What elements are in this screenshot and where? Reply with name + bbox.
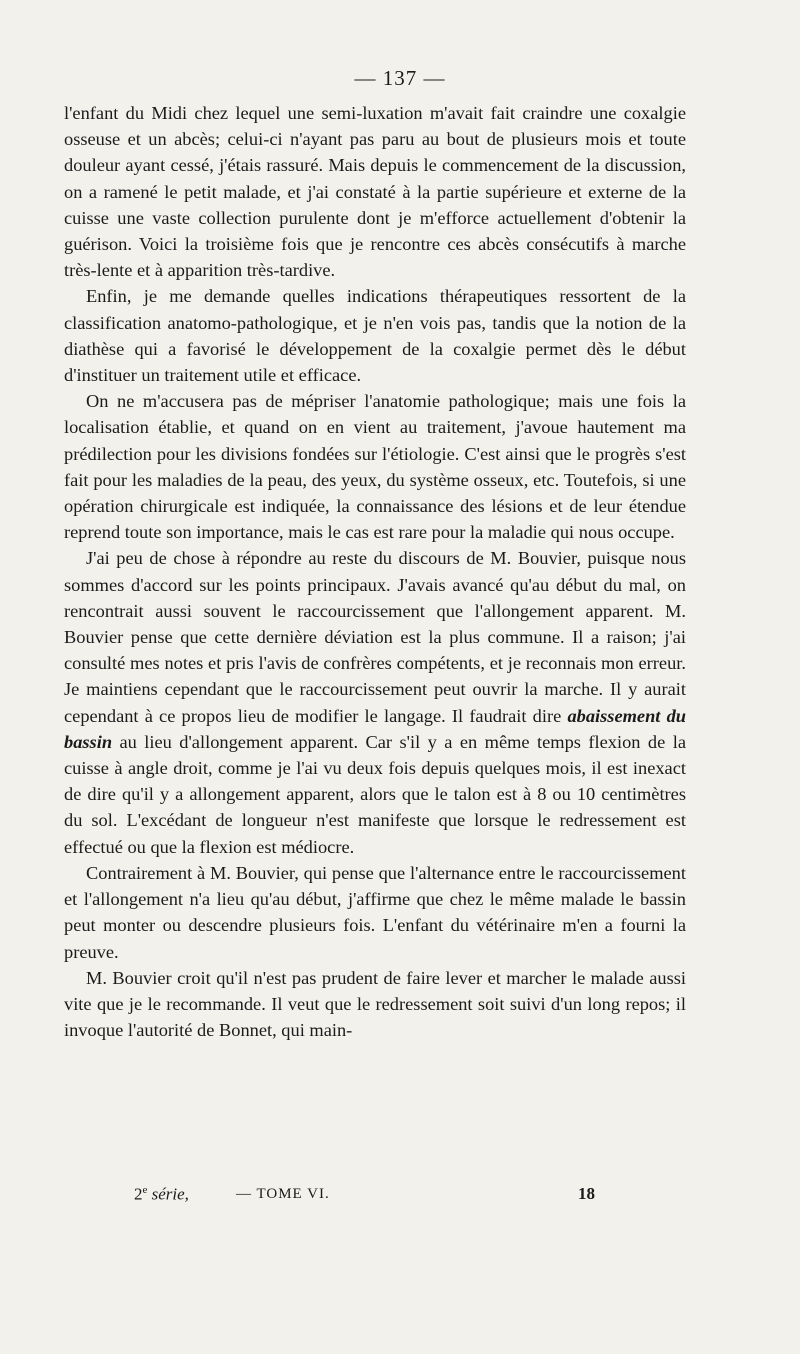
body-text <box>64 100 686 1043</box>
paragraph-4-after: au lieu d'allongement apparent. Car s'il y a en même temps flexion de la cuisse à angle droit, comme je l'ai vu deux fois depuis quelques mois, il est inexact de dire qu'il y a allongement apparent, alors que le talon est à 8 ou 10 centimètres du sol. L'excédant de longueur n'est manifeste que lorsque le redressement est effectué ou que la flexion est médiocre. <box>64 731 686 857</box>
series-label <box>134 1184 189 1205</box>
signature-mark: 18 <box>578 1184 595 1203</box>
series-word: série, <box>151 1184 189 1204</box>
series-number: 2 <box>134 1184 143 1204</box>
series-superscript: e <box>142 1184 148 1196</box>
page-number: — 137 — <box>354 66 446 90</box>
paragraph-4 <box>64 545 686 859</box>
tome-label: — TOME VI. <box>236 1186 330 1202</box>
paragraph-3: On ne m'accusera pas de mépriser l'anatomie pathologique; mais une fois la localisation établie, et quand on en vient au traitement, j'avoue hautement ma prédilection pour les divisions fondées sur l'étiologie. C'est ainsi que le progrès s'est fait pour les maladies de la peau, des yeux, du système osseux, etc. Toutefois, si une opération chirurgicale est indiquée, la connaissance des lésions et de leur étendue reprend toute son importance, mais le cas est rare pour la maladie qui nous occupe. <box>64 391 686 543</box>
paragraph-4-before: J'ai peu de chose à répondre au reste du discours de M. Bouvier, puisque nous sommes d'accord sur les points principaux. J'avais avancé qu'au début du mal, on rencontrait aussi souvent le raccourcissement que l'allongement apparent. M. Bouvier pense que cette dernière déviation est la plus commune. Il a raison; j'ai consulté mes notes et pris l'avis de confrères compétents, et je reconnais mon erreur. Je maintiens cependant que le raccourcissement peut ouvrir la marche. Il y aurait cependant à ce propos lieu de modifier le langage. Il faudrait dire <box>64 548 686 726</box>
paragraph-5: Contrairement à M. Bouvier, qui pense que l'alternance entre le raccourcissement et l'allongement n'a lieu qu'au début, j'affirme que chez le même malade le bassin peut monter ou descendre plusieurs fois. L'enfant du vétérinaire m'en a fourni la preuve. <box>64 862 686 962</box>
paragraph-1: l'enfant du Midi chez lequel une semi-luxation m'avait fait craindre une coxalgie osseuse et un abcès; celui-ci n'ayant pas paru au bout de plusieurs mois et toute douleur ayant cessé, j'étais rassuré. Mais depuis le commencement de la discussion, on a ramené le petit malade, et j'ai constaté à la partie supérieure et externe de la cuisse une vaste collection purulente dont je m'efforce actuellement d'obtenir la guérison. Voici la troisième fois que je rencontre ces abcès consécutifs à marche très-lente et à apparition très-tardive. <box>64 103 686 281</box>
paragraph-2: Enfin, je me demande quelles indications thérapeutiques ressortent de la classification anatomo-pathologique, et je n'en vois pas, tandis que la notion de la diathèse qui a favorisé le développement de la coxalgie permet dès le début d'instituer un traitement utile et efficace. <box>64 286 686 386</box>
paragraph-4-emphasis: abaissement du bassin <box>64 705 687 752</box>
paragraph-6: M. Bouvier croit qu'il n'est pas prudent de faire lever et marcher le malade aussi vite que je le recommande. Il veut que le redressement soit suivi d'un long repos; il invoque l'autorité de Bonnet, qui main- <box>64 967 686 1041</box>
